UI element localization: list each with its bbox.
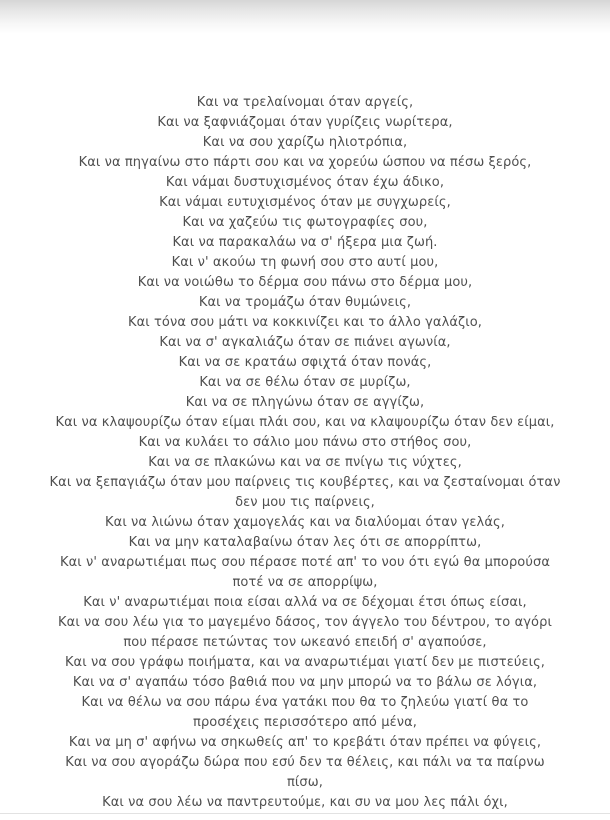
poem-line: Και να σου γράφω ποιήματα, και να αναρωτιέμαι γιατί δεν με πιστεύεις, — [64, 655, 546, 670]
poem-line: Και νάμαι ευτυχισμένος όταν με συγχωρείς, — [159, 195, 451, 210]
poem-line: Και να κυλάει το σάλιο μου πάνω στο στήθος σου, — [138, 435, 472, 450]
poem-line: Και ν' ακούω τη φωνή σου στο αυτί μου, — [171, 255, 439, 270]
poem-line: Και να σου χαρίζω ηλιοτρόπια, — [202, 135, 408, 150]
poem-line: Και να παρακαλάω να σ' ήξερα μια ζωή. — [172, 235, 438, 250]
poem-line: Και να σου αγοράζω δώρα που εσύ δεν τα θέλεις, και πάλι να τα παίρνω — [65, 755, 545, 770]
poem-line: Και να σ' αγαπάω τόσο βαθιά που να μην μπορώ να το βάλω σε λόγια, — [72, 675, 538, 690]
poem-line: Και νάμαι δυστυχισμένος όταν έχω άδικο, — [165, 175, 445, 190]
poem-line: δεν μου τις παίρνεις, — [235, 495, 375, 510]
poem-line: Και να νοιώθω το δέρμα σου πάνω στο δέρμα μου, — [137, 275, 473, 290]
poem-line: Και να κλαψουρίζω όταν είμαι πλάι σου, και να κλαψουρίζω όταν δεν είμαι, — [55, 415, 555, 430]
poem-line: Και να τρελαίνομαι όταν αργείς, — [196, 95, 414, 110]
poem-line: Και να σε θέλω όταν σε μυρίζω, — [199, 375, 411, 390]
poem-line: Και να σε πληγώνω όταν σε αγγίζω, — [185, 395, 425, 410]
poem-line: Και να λιώνω όταν χαμογελάς και να διαλύομαι όταν γελάς, — [105, 515, 505, 530]
poem-line: Και να σ' αγκαλιάζω όταν σε πιάνει αγωνία, — [159, 335, 451, 350]
poem-line: ποτέ να σε απορρίψω, — [232, 575, 378, 590]
poem-line: Και να σου λέω να παντρευτούμε, και συ να μου λες πάλι όχι, — [102, 795, 508, 810]
poem-line: Και να σου λέω για το μαγεμένο δάσος, τον άγγελο του δέντρου, το αγόρι — [58, 615, 552, 630]
poem-line: Και να πηγαίνω στο πάρτι σου και να χορεύω ώσπου να πέσω ξερός, — [78, 155, 532, 170]
poem-text-block — [0, 93, 610, 813]
poem-line: Και ν' αναρωτιέμαι ποια είσαι αλλά να σε δέχομαι έτσι όπως είσαι, — [83, 595, 527, 610]
poem-line: Και να σε κρατάω σφιχτά όταν πονάς, — [178, 355, 432, 370]
poem-line: προσέχεις περισσότερο από μένα, — [193, 715, 417, 730]
poem-line: Και ν' αναρωτιέμαι πως σου πέρασε ποτέ απ' το νου ότι εγώ θα μπορούσα — [60, 555, 550, 570]
poem-line: που πέρασε πετώντας τον ωκεανό επειδή σ' αγαπούσε, — [123, 635, 487, 650]
bottom-edge-line — [0, 813, 610, 814]
poem-line: Και να ξαφνιάζομαι όταν γυρίζεις νωρίτερα, — [157, 115, 453, 130]
poem-line: Και να σε πλακώνω και να σε πνίγω τις νύχτες, — [148, 455, 462, 470]
poem-line: Και να μη σ' αφήνω να σηκωθείς απ' το κρεβάτι όταν πρέπει να φύγεις, — [68, 735, 542, 750]
poem-line: Και να χαζεύω τις φωτογραφίες σου, — [182, 215, 428, 230]
poem-line: πίσω, — [287, 775, 323, 790]
poem-line: Και να ξεπαγιάζω όταν μου παίρνεις τις κουβέρτες, και να ζεσταίνομαι όταν — [49, 475, 561, 490]
poem-line: Και να θέλω να σου πάρω ένα γατάκι που θα το ζηλεύω γιατί θα το — [81, 695, 529, 710]
poem-line: Και να μην καταλαβαίνω όταν λες ότι σε απορρίπτω, — [128, 535, 482, 550]
poem-line: Και τόνα σου μάτι να κοκκινίζει και το άλλο γαλάζιο, — [127, 315, 482, 330]
poem-line: Και να τρομάζω όταν θυμώνεις, — [198, 295, 412, 310]
top-edge-shadow — [0, 0, 610, 34]
